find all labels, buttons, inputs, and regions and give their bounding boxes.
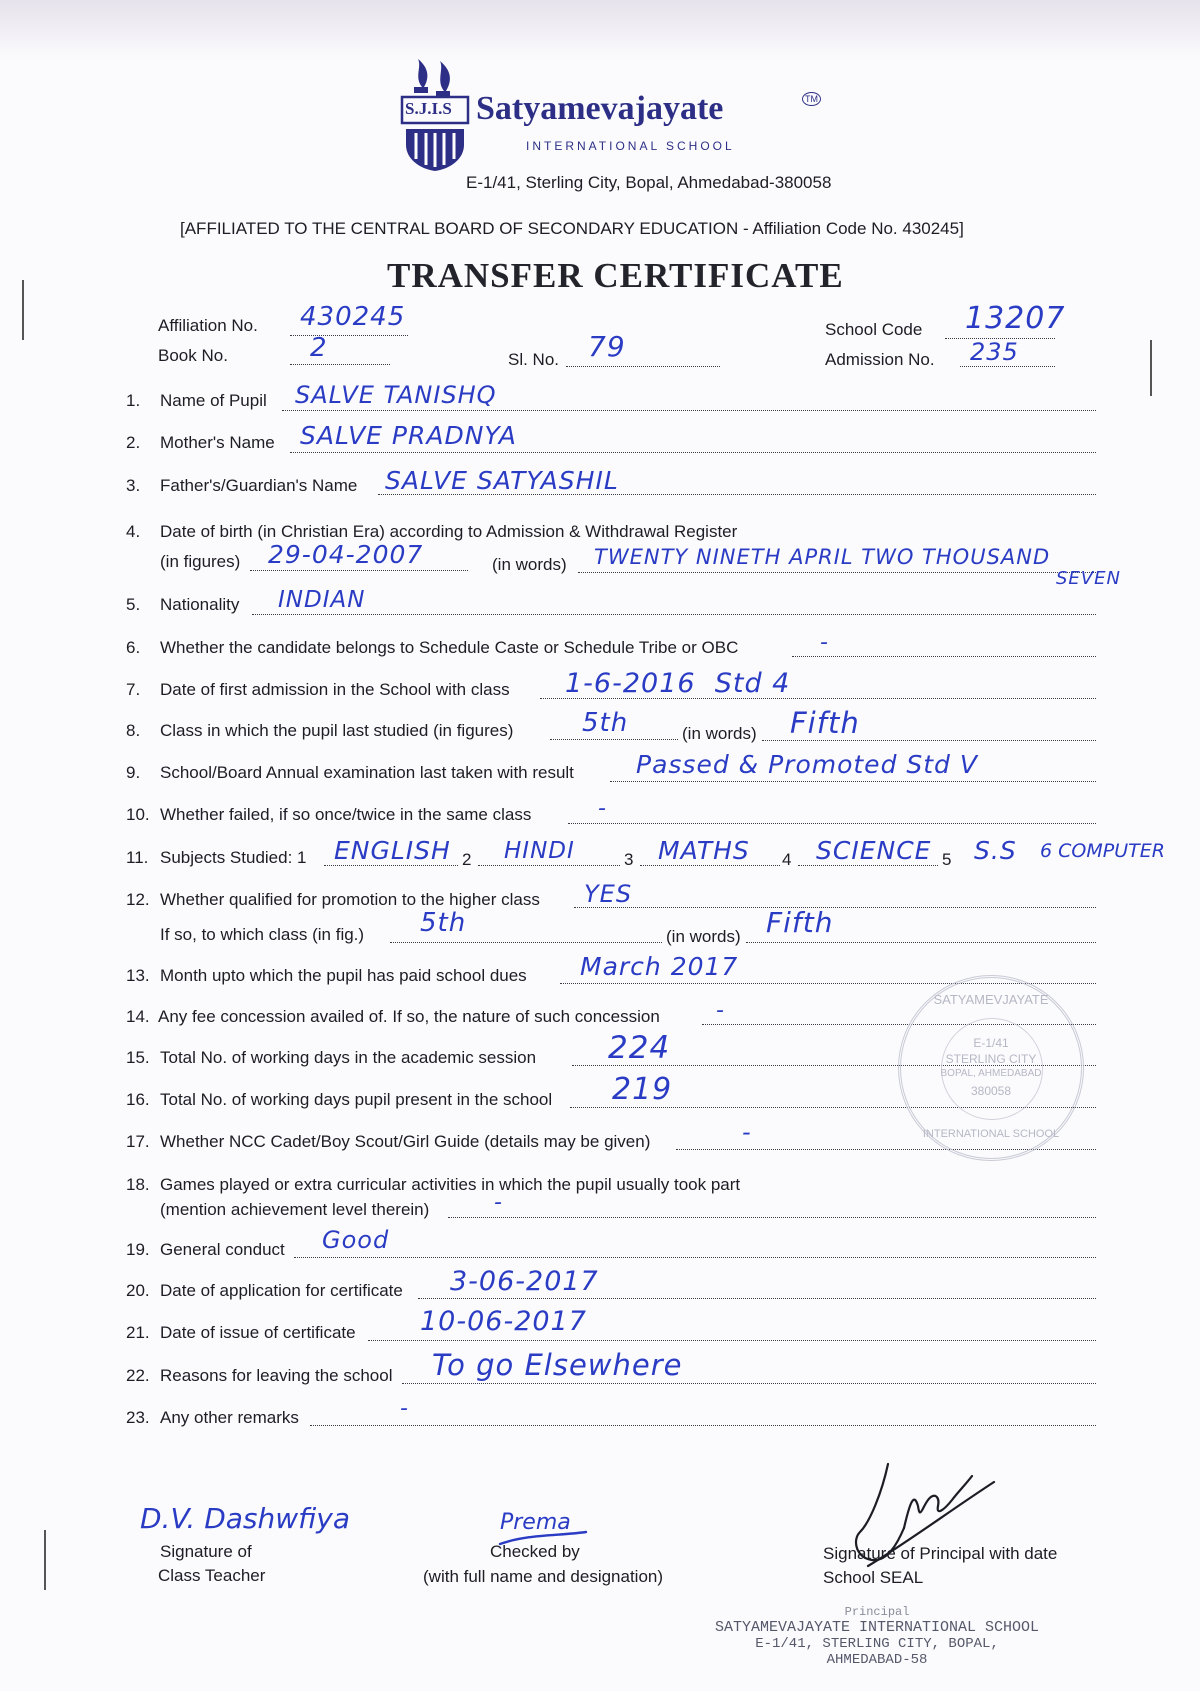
item-9-value: Passed & Promoted Std V: [636, 750, 978, 779]
subject-3-value: MATHS: [658, 836, 750, 865]
class-teacher-label-2: Class Teacher: [158, 1566, 266, 1585]
item-10-number: 10.: [126, 805, 150, 824]
seal-round-line-3: STERLING CITY: [945, 1052, 1037, 1066]
item-2-label: Mother's Name: [160, 433, 275, 452]
item-4-words-value-cont: SEVEN: [1056, 568, 1121, 589]
stamp-line-0: Principal: [844, 1605, 910, 1619]
item-22-number: 22.: [126, 1366, 150, 1385]
item-18-label: Games played or extra curricular activities in which the pupil usually took part: [160, 1175, 741, 1194]
item-4-number: 4.: [126, 522, 141, 541]
item-14-number: 14.: [126, 1007, 150, 1026]
seal-round-line-1: SATYAMEVJAYATE: [933, 992, 1049, 1007]
school-name: Satyamevajayate: [476, 90, 724, 127]
item-12-value: YES: [584, 880, 633, 908]
item-3-label: Father's/Guardian's Name: [160, 476, 358, 495]
item-8-words-value: Fifth: [790, 706, 860, 740]
item-3-value: SALVE SATYASHIL: [385, 466, 619, 495]
item-5-label: Nationality: [160, 595, 240, 614]
item-4-words-label: (in words): [492, 555, 567, 574]
subject-5-number: 5: [942, 850, 952, 869]
scan-mark: [22, 280, 24, 340]
school-name-stamp: [715, 1605, 1039, 1668]
affiliation-no-value: 430245: [300, 302, 406, 332]
page-title: TRANSFER CERTIFICATE: [387, 256, 844, 295]
class-teacher-signature: D.V. Dashwfiya: [140, 1502, 350, 1535]
item-6-label: Whether the candidate belongs to Schedule Caste or Schedule Tribe or OBC: [160, 638, 739, 657]
item-7-value: 1-6-2016 Std 4: [565, 668, 791, 699]
item-7-number: 7.: [126, 680, 141, 699]
item-16-number: 16.: [126, 1090, 150, 1109]
subject-5-value: S.S: [974, 836, 1017, 865]
item-1-value: SALVE TANISHQ: [295, 381, 497, 409]
item-18-value: -: [494, 1190, 503, 1215]
subject-3-number: 3: [624, 850, 634, 869]
class-teacher-label-1: Signature of: [160, 1542, 252, 1561]
logo-letters: S.J.I.S: [405, 99, 452, 118]
item-12-fig-label: If so, to which class (in fig.): [160, 925, 365, 944]
admission-no-label: Admission No.: [825, 350, 935, 369]
item-23-number: 23.: [126, 1408, 150, 1427]
item-18-number: 18.: [126, 1175, 150, 1194]
item-4-words-value: TWENTY NINETH APRIL TWO THOUSAND: [594, 545, 1051, 569]
item-13-label: Month upto which the pupil has paid school dues: [160, 966, 527, 985]
item-8-figures-value: 5th: [582, 708, 629, 738]
subject-6-value: 6 COMPUTER: [1040, 840, 1165, 862]
item-16-label: Total No. of working days pupil present in the school: [160, 1090, 553, 1109]
item-21-value: 10-06-2017: [420, 1306, 587, 1337]
item-22-label: Reasons for leaving the school: [160, 1366, 393, 1385]
item-19-label: General conduct: [160, 1240, 285, 1259]
item-17-value: -: [742, 1118, 752, 1146]
item-1-label: Name of Pupil: [160, 391, 267, 410]
seal-round-line-2: E-1/41: [973, 1036, 1009, 1050]
item-13-value: March 2017: [580, 952, 739, 981]
item-11-number: 11.: [126, 848, 149, 867]
checked-by-label-1: Checked by: [490, 1542, 580, 1561]
school-code-value: 13207: [965, 301, 1066, 336]
item-22-value: To go Elsewhere: [432, 1348, 683, 1382]
item-19-number: 19.: [126, 1240, 150, 1259]
item-9-number: 9.: [126, 763, 141, 782]
affiliation-no-label: Affiliation No.: [158, 316, 258, 335]
school-seal-stamp: [898, 975, 1084, 1161]
item-20-label: Date of application for certificate: [160, 1281, 403, 1300]
item-23-value: -: [400, 1396, 409, 1421]
book-no-value: 2: [310, 333, 328, 363]
item-16-value: 219: [612, 1072, 673, 1107]
item-17-label: Whether NCC Cadet/Boy Scout/Girl Guide (details may be given): [160, 1132, 651, 1151]
item-8-words-label: (in words): [682, 724, 757, 743]
school-subtitle: INTERNATIONAL SCHOOL: [526, 139, 735, 153]
sl-no-value: 79: [588, 330, 626, 363]
scan-mark: [1150, 340, 1152, 396]
item-6-value: -: [820, 630, 829, 655]
subject-4-value: SCIENCE: [816, 836, 932, 865]
top-shadow: [0, 0, 1200, 60]
item-18-label-cont: (mention achievement level therein): [160, 1200, 430, 1219]
item-4-figures-label: (in figures): [160, 552, 241, 571]
checked-by-label-2: (with full name and designation): [423, 1567, 664, 1586]
item-10-value: -: [598, 796, 607, 821]
item-12-words-label: (in words): [666, 927, 741, 946]
item-21-label: Date of issue of certificate: [160, 1323, 356, 1342]
item-2-value: SALVE PRADNYA: [300, 421, 517, 450]
item-8-number: 8.: [126, 721, 141, 740]
item-3-number: 3.: [126, 476, 141, 495]
item-12-words-value: Fifth: [766, 906, 834, 939]
scan-mark: [44, 1530, 46, 1590]
item-12-label: Whether qualified for promotion to the higher class: [160, 890, 540, 909]
item-19-value: Good: [322, 1226, 390, 1254]
item-23-label: Any other remarks: [160, 1408, 299, 1427]
seal-round-line-5: 380058: [970, 1084, 1012, 1098]
item-13-number: 13.: [126, 966, 150, 985]
school-code-label: School Code: [825, 320, 923, 339]
item-15-label: Total No. of working days in the academic session: [160, 1048, 537, 1067]
affiliation-statement: [AFFILIATED TO THE CENTRAL BOARD OF SECONDARY EDUCATION - Affiliation Code No. 430245]: [180, 219, 964, 238]
subject-4-number: 4: [782, 850, 792, 869]
item-1-number: 1.: [126, 391, 141, 410]
item-15-number: 15.: [126, 1048, 150, 1067]
item-4-label: Date of birth (in Christian Era) according to Admission & Withdrawal Register: [160, 522, 738, 541]
principal-label-1: Signature of Principal with date: [823, 1544, 1058, 1563]
item-10-label: Whether failed, if so once/twice in the same class: [160, 805, 532, 824]
item-21-number: 21.: [126, 1323, 150, 1342]
checked-by-signature: Prema: [500, 1510, 571, 1535]
item-2-number: 2.: [126, 433, 141, 452]
seal-round-line-4: BOPAL, AHMEDABAD: [940, 1068, 1042, 1079]
item-17-number: 17.: [126, 1132, 150, 1151]
item-12-number: 12.: [126, 890, 150, 909]
subject-2-number: 2: [462, 850, 472, 869]
item-5-number: 5.: [126, 595, 141, 614]
trademark-mark: TM: [802, 92, 821, 106]
item-8-label: Class in which the pupil last studied (in figures): [160, 721, 514, 740]
item-14-label: Any fee concession availed of. If so, the nature of such concession: [158, 1007, 660, 1026]
stamp-line-3: AHMEDABAD-58: [826, 1652, 928, 1668]
item-20-number: 20.: [126, 1281, 150, 1300]
admission-no-value: 235: [970, 338, 1019, 366]
book-no-label: Book No.: [158, 346, 228, 365]
stamp-line-2: E-1/41, STERLING CITY, BOPAL,: [755, 1636, 999, 1652]
item-9-label: School/Board Annual examination last taken with result: [160, 763, 574, 782]
subject-2-value: HINDI: [504, 838, 575, 864]
item-6-number: 6.: [126, 638, 141, 657]
item-7-label: Date of first admission in the School with class: [160, 680, 510, 699]
subject-1-value: ENGLISH: [334, 836, 451, 865]
item-12-fig-value: 5th: [420, 908, 467, 938]
stamp-line-1: SATYAMEVAJAYATE INTERNATIONAL SCHOOL: [715, 1619, 1040, 1636]
item-15-value: 224: [608, 1030, 671, 1066]
sl-no-label: Sl. No.: [508, 350, 560, 369]
item-4-figures-value: 29-04-2007: [268, 540, 424, 569]
seal-round-line-6: INTERNATIONAL SCHOOL: [922, 1128, 1060, 1140]
item-5-value: INDIAN: [278, 587, 366, 613]
principal-label-2: School SEAL: [823, 1568, 924, 1587]
item-14-value: -: [716, 998, 725, 1023]
item-11-label: Subjects Studied: 1: [160, 848, 307, 867]
item-20-value: 3-06-2017: [450, 1266, 599, 1297]
school-address: E-1/41, Sterling City, Bopal, Ahmedabad-380058: [466, 173, 832, 192]
